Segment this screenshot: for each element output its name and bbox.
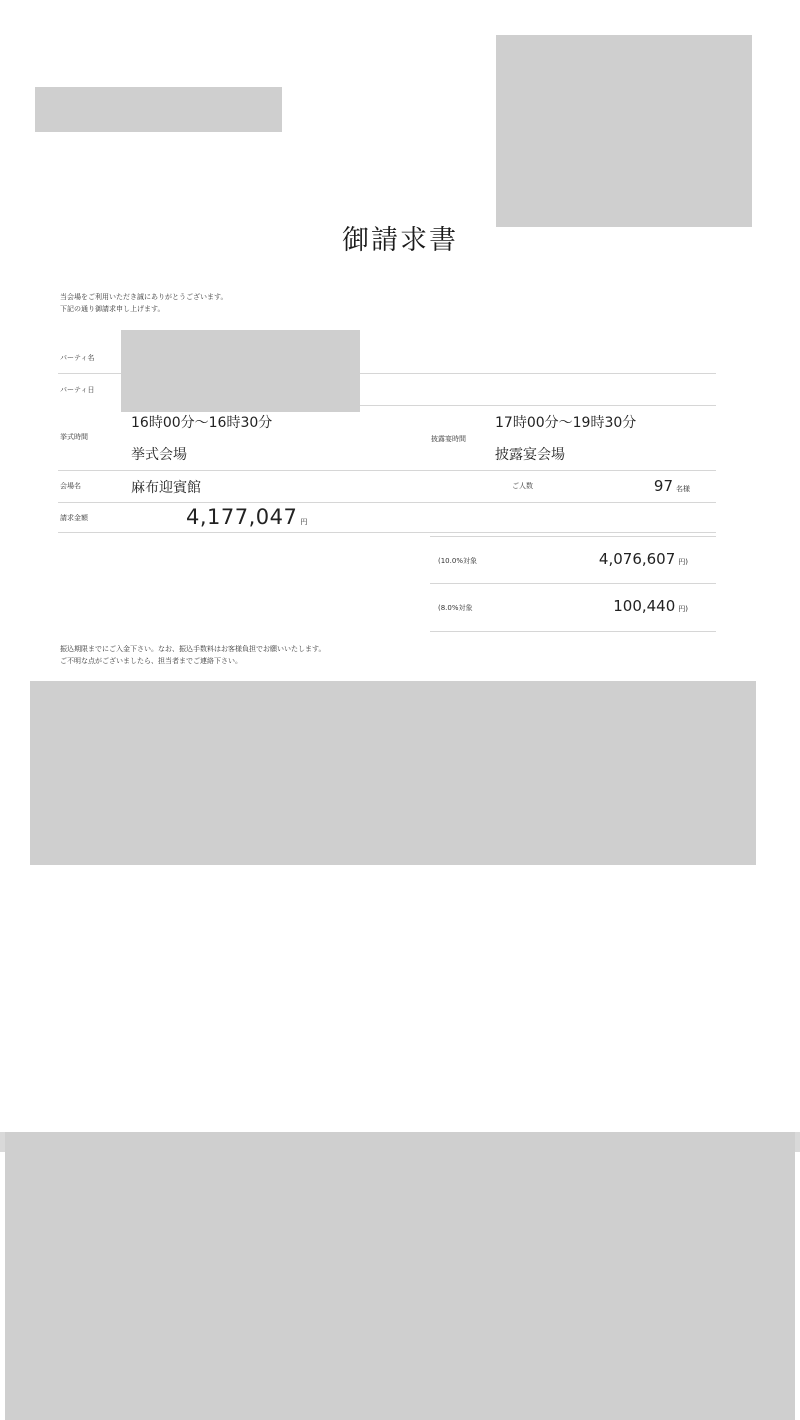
tax8-label: (8.0%対象 [438,604,473,612]
total-label: 請求金額 [60,514,88,522]
redacted-party-info [121,330,360,412]
tax8-amount [613,597,688,615]
ceremony-time: 16時00分〜16時30分 [131,415,273,431]
guest-count-label: ご人数 [512,482,533,490]
redacted-bank-info [30,681,756,865]
total-yen-unit: 円 [300,518,308,526]
venue-name-label: 会場名 [60,482,81,490]
document-title: 御請求書 [342,225,458,256]
tax10-amount-value: 4,076,607 [598,550,676,568]
tax10-label: (10.0%対象 [438,557,477,565]
divider [430,536,716,537]
redacted-footer [5,1132,795,1420]
note-line: ご不明な点がございましたら、担当者までご連絡下さい。 [60,657,242,665]
note-line: 振込期限までにご入金下さい。なお、振込手数料はお客様負担でお願いいたします。 [60,645,326,653]
divider [58,532,716,533]
party-name-label: パーティ名 [60,354,95,362]
redacted-recipient [35,87,282,132]
payment-notes [60,643,325,667]
guest-count-unit: 名様 [676,485,690,493]
intro-text [60,291,227,315]
total-amount [186,505,308,529]
divider [58,502,716,503]
guest-count-value: 97 [653,477,673,495]
divider [58,470,716,471]
intro-line: 当会場をご利用いただき誠にありがとうございます。 [60,293,228,301]
redacted-issuer-block [496,35,752,227]
guest-count [654,477,690,495]
venue-name: 麻布迎賓館 [131,480,201,496]
tax8-unit: 円) [678,605,688,613]
ceremony-time-label: 挙式時間 [60,433,88,441]
reception-time: 17時00分〜19時30分 [495,415,637,431]
tax10-amount [599,550,688,568]
divider [430,631,716,632]
reception-venue: 披露宴会場 [495,447,565,463]
divider [430,583,716,584]
tax10-unit: 円) [678,558,688,566]
total-amount-value: 4,177,047 [186,505,298,529]
party-date-label: パーティ日 [60,386,95,394]
divider [360,405,716,406]
ceremony-venue: 挙式会場 [131,447,187,463]
intro-line: 下記の通り御請求申し上げます。 [60,305,165,313]
tax8-amount-value: 100,440 [613,597,676,615]
reception-time-label: 披露宴時間 [431,435,466,443]
